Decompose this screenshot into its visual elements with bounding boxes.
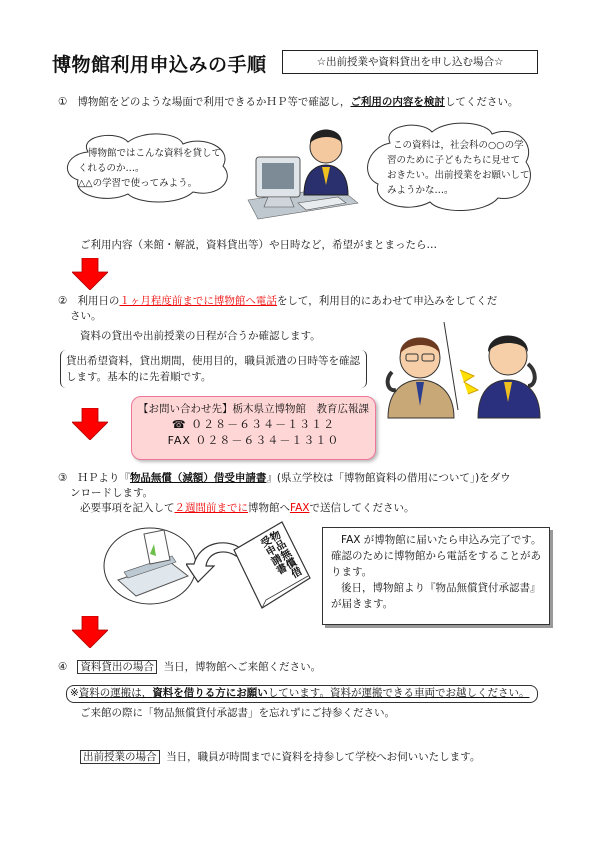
- down-arrow-icon: [72, 258, 108, 290]
- step2-emphasis: １ヶ月程度前までに博物館へ電話: [119, 295, 277, 307]
- down-arrow-icon: [72, 616, 108, 648]
- step2-bracket-text: 貸出希望資料，貸出期間，使用目的，職員派遣の日時等を確認 します。基本的に先着順です。: [66, 355, 360, 383]
- step3-instruction: 必要事項を記入して２週間前までに博物館へFAXで送信してください。: [80, 502, 415, 514]
- approval-reminder: ご来館の際に「物品無償貸付承認書」を忘れずにご持参ください。: [80, 707, 395, 719]
- step5-label: 出前授業の場合: [80, 750, 160, 764]
- fax-info-box: FAX が博物館に届いたら申込み完了です。 確認のために博物館から電話をすることがあ ります。 後日，博物館より『物品無償貸付承認書』 が届きます。: [322, 527, 550, 625]
- step4-number: ④: [58, 661, 68, 673]
- step1-number: ①: [58, 96, 68, 108]
- down-arrow-icon: [72, 408, 108, 440]
- step2-heading: ② 利用日の１ヶ月程度前までに博物館へ電話をして，利用目的にあわせて申込みをしてくだ: [58, 295, 498, 307]
- outreach-lesson-line: 出前授業の場合 当日，職員が時間までに資料を持参して学校へお伺いいたします。: [80, 749, 480, 765]
- step4-label: 資料貸出の場合: [77, 660, 157, 674]
- bubble-right-text: この資料は，社会科の○○の学 習のために子どもたちに見せて おきたい。出前授業をお願いして みようかな…。: [387, 140, 530, 196]
- contact-fax: FAX ０２８－６３４－１３１０: [167, 434, 340, 447]
- page-subtitle: ☆出前授業や資料貸出を申し込む場合☆: [282, 50, 538, 74]
- step3-emphasis: 物品無償（減額）借受申請書: [129, 472, 267, 484]
- contact-heading: 【お問い合わせ先】栃木県立博物館 教育広報課: [138, 403, 369, 415]
- step3-number: ③: [58, 472, 68, 484]
- step1-emphasis: ご利用の内容を検討: [350, 96, 445, 108]
- contact-phone: ☎ ０２８－６３４－１３１２: [171, 418, 336, 431]
- phone-call-illustration: [378, 320, 548, 420]
- contact-info-box: [131, 396, 376, 460]
- step1-heading: ① 博物館をどのような場面で利用できるかＨＰ等で確認し，ご利用の内容を検討してください。: [58, 96, 519, 108]
- step2-description: 資料の貸出や出前授業の日程が合うか確認します。: [80, 330, 321, 342]
- computer-user-illustration: [228, 115, 368, 223]
- step2-number: ②: [58, 295, 68, 307]
- bubble-left-text: 博物館ではこんな資料を貸して くれるのか…。 △△の学習で使ってみよう。: [78, 148, 222, 189]
- step3-heading: ③ ＨＰより『物品無償（減額）借受申請書』(県立学校は「博物館資料の借用について」)をダウ: [58, 472, 511, 484]
- document-label: 物品無償借受申請書: [257, 528, 304, 580]
- transport-note: ※資料の運搬は，資料を借りる方にお願いしています。資料が運搬できる車両でお越しください。: [70, 687, 530, 699]
- step1-followup: ご利用内容（来館・解説，資料貸出等）や日時など，希望がまとまったら…: [80, 239, 437, 251]
- step4-heading: ④ 資料貸出の場合 当日，博物館へご来館ください。: [58, 661, 322, 673]
- fax-machine-illustration: [100, 520, 200, 606]
- page-title: 博物館利用申込みの手順: [52, 54, 267, 76]
